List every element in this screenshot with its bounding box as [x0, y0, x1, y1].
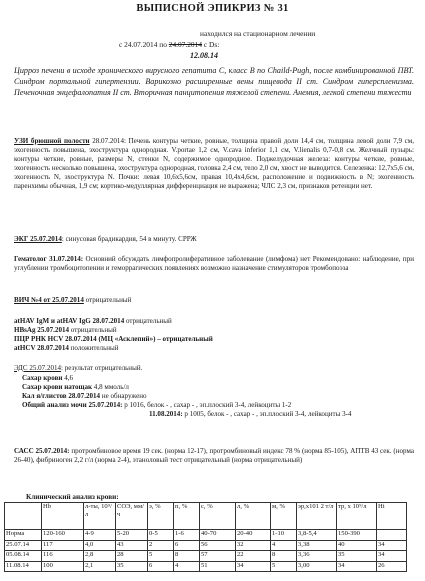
hospitalization-dates: [119, 40, 219, 49]
cbc-header-row: [5, 503, 407, 530]
table-cell: 120-160: [42, 530, 84, 541]
table-cell: [377, 530, 407, 541]
table-cell: 3,38: [297, 540, 337, 551]
hematologist-text: Основний обсуждать лимфопролиферативное заболевание (лимфома) нет Рекомендовано: наблюдение, при углублении тромбоцитопении и геморрагических появлениях возможно назначение стимуляторов тромбопоэза: [14, 255, 414, 273]
table-cell: 1-10: [271, 530, 297, 541]
lab-value: 4,8 ммоль/л: [92, 383, 129, 392]
table-cell: 2,8: [84, 551, 116, 562]
table-cell: 5: [271, 561, 297, 572]
table-cell: 4,0: [84, 540, 116, 551]
table-cell: 8: [174, 551, 200, 562]
uzi-section: [14, 137, 414, 191]
table-cell: 51: [200, 561, 236, 572]
serology-value: (МЦ «Асклепий») – отрицательный: [96, 335, 213, 344]
table-cell: 4-9: [84, 530, 116, 541]
table-cell: 0-5: [148, 530, 174, 541]
ekg-section: [14, 235, 414, 244]
serology-row: [14, 344, 414, 353]
uzi-label: УЗИ брюшной полости: [14, 137, 90, 145]
hematologist-label: Гематолог 31.07.2014:: [14, 255, 84, 263]
lab-row: [14, 383, 414, 392]
lab-row: [14, 410, 414, 419]
hiv-text: отрицательный: [83, 296, 132, 304]
table-cell: 4: [271, 540, 297, 551]
table-cell: 3,8-5,4: [297, 530, 337, 541]
lab-label: 11.08.2014:: [149, 410, 183, 419]
serology-section: [14, 317, 414, 353]
coagulation-section: [14, 447, 414, 465]
cbc-header-cell: Ht: [377, 503, 407, 530]
table-cell: 8: [271, 551, 297, 562]
lab-value: не обнаружено: [100, 392, 147, 401]
lab-label: Сахар крови: [22, 374, 63, 382]
ekg-label: ЭКГ 25.07.2014: [14, 235, 62, 243]
serology-row: [14, 326, 414, 335]
table-cell: 34: [377, 551, 407, 562]
lab-label: Общий анализ мочи 25.07.2014:: [22, 401, 123, 410]
table-cell: 56: [200, 540, 236, 551]
serology-value: отрицательный: [124, 317, 172, 325]
cbc-table: [4, 502, 407, 572]
document-title: ВЫПИСНОЙ ЭПИКРИЗ № 31: [136, 3, 289, 14]
diagnosis-prefix: с Ds:: [203, 40, 220, 49]
table-row: [5, 561, 407, 572]
cbc-header-cell: [5, 503, 42, 530]
table-cell: 25.07.14: [5, 540, 42, 551]
table-row: [5, 530, 407, 541]
table-cell: 34: [236, 561, 271, 572]
table-cell: 150-390: [337, 530, 377, 541]
table-cell: 43: [116, 540, 148, 551]
table-cell: 4: [174, 561, 200, 572]
lab-row: [14, 392, 414, 401]
eds-label: ЭДС 25.07.2014: [14, 364, 62, 372]
table-cell: 117: [42, 540, 84, 551]
serology-row: [14, 317, 414, 326]
hospitalization-note: находился на стационарном лечении: [200, 29, 316, 38]
serology-value: положительный: [68, 344, 119, 353]
uzi-text: 28.07.2014: Печень контуры четкие, ровные, толщина правой доли 14,4 см, толщина левой доли 7,9 см, эхогенность повышена, эхоструктура однородная. V.portae 1,2 см, V.cava inferior 1,1 см, V.lienalis 0,7-0,8 см. Желчный пузырь: контуры четкие, ровные, размеры N, стенки N, содержимое однородное. Поджелудочная железа: контуры четкие, ровные, эхогенность несколько повышена, эхоструктура однородная, головка 2,4 см, тело 2,0 см, хвост не выводится. Селезенка: 12,7х5,6 см, эхогенность N, эхоструктура N. Почки: левая 10,6х5,6см, правая 10,4х4,6см, расположение и подвижность в N; эхогенность паренхимы обычная, 1,9 см; кортико-медуллярная дифференциация не выражена; ЧЛС 2,3 см, признаков ретенции нет.: [14, 137, 415, 191]
eds-section: [14, 364, 414, 373]
table-cell: 40: [337, 540, 377, 551]
sass-text: протромбиновое время 19 сек. (норма 12-17), протромбиновый индекс 78 % (норма 85-105), АПТВ 43 сек. (норма 26-40), фибриноген 2,2 г/л (норма 2-4), этаноловый тест отрицательный (норма отрицательный): [14, 447, 414, 465]
serology-label: atHCV 28.07.2014: [14, 344, 69, 353]
diagnosis-text: Цирроз печени в исходе хронического вирусного гепатита С, класс В по Chaild-Pugh, после комбинированной ПВТ. Синдром портальной гипертензии. Варикозно расширенные вены пищевода II ст. Синдром гиперспленизма. Печеночная энцефалопатия II ст. Вторичная панцитопения тяжелой степени. Анемия, легкой степени тяжести: [14, 66, 414, 98]
cbc-header-cell: п, %: [174, 503, 200, 530]
serology-label: atHAV IgM и atHAV IgG 28.07.2014: [14, 317, 125, 325]
table-cell: 22: [236, 551, 271, 562]
cbc-header-cell: СОЭ, мм/ч: [116, 503, 148, 530]
serology-label: ПЦР РНК HCV 28.07.2014: [14, 335, 97, 344]
dates-prefix: с 24.07.2014 по: [119, 40, 167, 49]
lab-value: р 1016, белок - , сахар - , эп.плоский 3-4, лейкоциты 1-2: [122, 401, 292, 410]
table-cell: 2,1: [84, 561, 116, 572]
struck-date: 24.07.2014: [168, 40, 203, 49]
table-row: [5, 551, 407, 562]
serology-value: отрицательный: [69, 326, 117, 335]
cbc-title: Клинический анализ крови:: [26, 493, 119, 501]
table-cell: 32: [236, 540, 271, 551]
table-cell: 34: [377, 540, 407, 551]
cbc-header-cell: л, %: [236, 503, 271, 530]
table-row: [5, 540, 407, 551]
table-cell: 57: [200, 551, 236, 562]
table-cell: 40-70: [200, 530, 236, 541]
table-cell: 6: [148, 561, 174, 572]
table-cell: 5: [148, 551, 174, 562]
sass-label: САСС 25.07.2014:: [14, 447, 70, 455]
lab-tests-section: [14, 374, 414, 419]
lab-row: [14, 374, 414, 383]
hematologist-section: [14, 255, 414, 273]
lab-value: 4,6: [62, 374, 74, 382]
table-cell: 34: [337, 561, 377, 572]
table-cell: Норма: [5, 530, 42, 541]
serology-row: [14, 335, 414, 344]
table-cell: 116: [42, 551, 84, 562]
lab-label: Кал я/глистов 28.07.2014: [22, 392, 101, 401]
table-cell: 05.08.14: [5, 551, 42, 562]
table-cell: 3,00: [297, 561, 337, 572]
lab-label: Сахар крови натощак: [22, 383, 93, 392]
hiv-label: ВИЧ №4 от 25.07.2014: [14, 296, 84, 304]
handwritten-discharge-date: 12.08.14: [190, 51, 218, 60]
table-cell: 28: [116, 551, 148, 562]
cbc-body: [5, 530, 407, 572]
table-cell: 20-40: [236, 530, 271, 541]
table-cell: 3,36: [297, 551, 337, 562]
cbc-header-cell: тр, х 10⁹/л: [337, 503, 377, 530]
cbc-header-cell: л-ты, 10⁹/л: [84, 503, 116, 530]
table-cell: 5-20: [116, 530, 148, 541]
cbc-header-cell: Hb: [42, 503, 84, 530]
table-cell: 6: [174, 540, 200, 551]
table-cell: 2: [148, 540, 174, 551]
table-cell: 26: [377, 561, 407, 572]
eds-text: : результат отрицательный.: [61, 364, 143, 372]
lab-row: [14, 401, 414, 410]
lab-value: р 1005, белок - , сахар - , эп.плоский 3-4, лейкоциты 3-4: [182, 410, 352, 419]
table-cell: 100: [42, 561, 84, 572]
table-cell: 35: [337, 551, 377, 562]
cbc-header-cell: э, %: [148, 503, 174, 530]
hiv-section: [14, 296, 414, 305]
table-cell: 1-6: [174, 530, 200, 541]
serology-label: HBsAg 25.07.2014: [14, 326, 70, 335]
cbc-header-cell: эр,х101 2 т/л: [297, 503, 337, 530]
cbc-header-cell: с, %: [200, 503, 236, 530]
table-cell: 11.08.14: [5, 561, 42, 572]
table-cell: 35: [116, 561, 148, 572]
cbc-header-cell: м, %: [271, 503, 297, 530]
ekg-text: : синусовая брадикардия, 54 в минуту. СРРЖ: [61, 235, 197, 243]
